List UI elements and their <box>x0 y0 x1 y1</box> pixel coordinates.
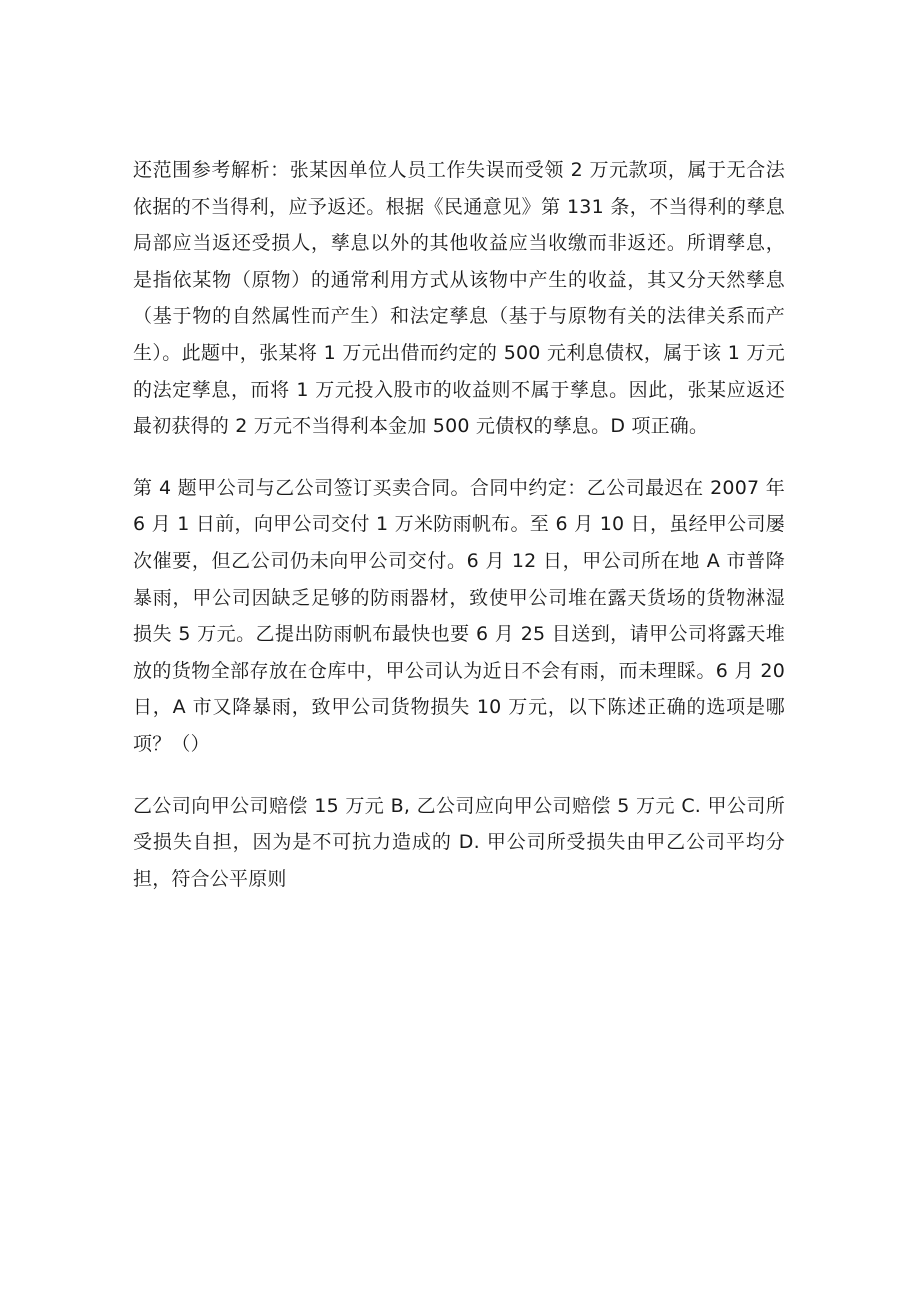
answer-explanation-paragraph: 还范围参考解析：张某因单位人员工作失误而受领 2 万元款项，属于无合法依据的不当得利，应予返还。根据《民通意见》第 131 条，不当得利的孳息局部应当返还受损人，孳息以外的其他收益应当收缴而非返还。所谓孳息，是指依某物（原物）的通常利用方式从该物中产生的收益，其又分天然孳息（基于物的自然属性而产生）和法定孳息（基于与原物有关的法律关系而产生）。此题中，张某将 1 万元出借而约定的 500 元利息债权，属于该 1 万元的法定孳息，而将 1 万元投入股市的收益则不属于孳息。因此，张某应返还最初获得的 2 万元不当得利本金加 500 元债权的孳息。D 项正确。 <box>133 159 785 438</box>
paragraph-spacer <box>133 763 785 788</box>
document-body <box>133 152 785 897</box>
question-4-paragraph: 第 4 题甲公司与乙公司签订买卖合同。合同中约定：乙公司最迟在 2007 年 6 月 1 日前，向甲公司交付 1 万米防雨帆布。至 6 月 10 日，虽经甲公司屡次催要，但乙公司仍未向甲公司交付。6 月 12 日，甲公司所在地 A 市普降暴雨，甲公司因缺乏足够的防雨器材，致使甲公司堆在露天货场的货物淋湿损失 5 万元。乙提出防雨帆布最快也要 6 月 25 目送到，请甲公司将露天堆放的货物全部存放在仓库中，甲公司认为近日不会有雨，而未理睬。6 月 20 日，A 市又降暴雨，致甲公司货物损失 10 万元，以下陈述正确的选项是哪项？（） <box>133 476 785 755</box>
options-paragraph: 乙公司向甲公司赔偿 15 万元 B, 乙公司应向甲公司赔偿 5 万元 C. 甲公司所受损失自担，因为是不可抗力造成的 D. 甲公司所受损失由甲乙公司平均分担，符合公平原则 <box>133 794 785 890</box>
paragraph-spacer <box>133 445 785 470</box>
